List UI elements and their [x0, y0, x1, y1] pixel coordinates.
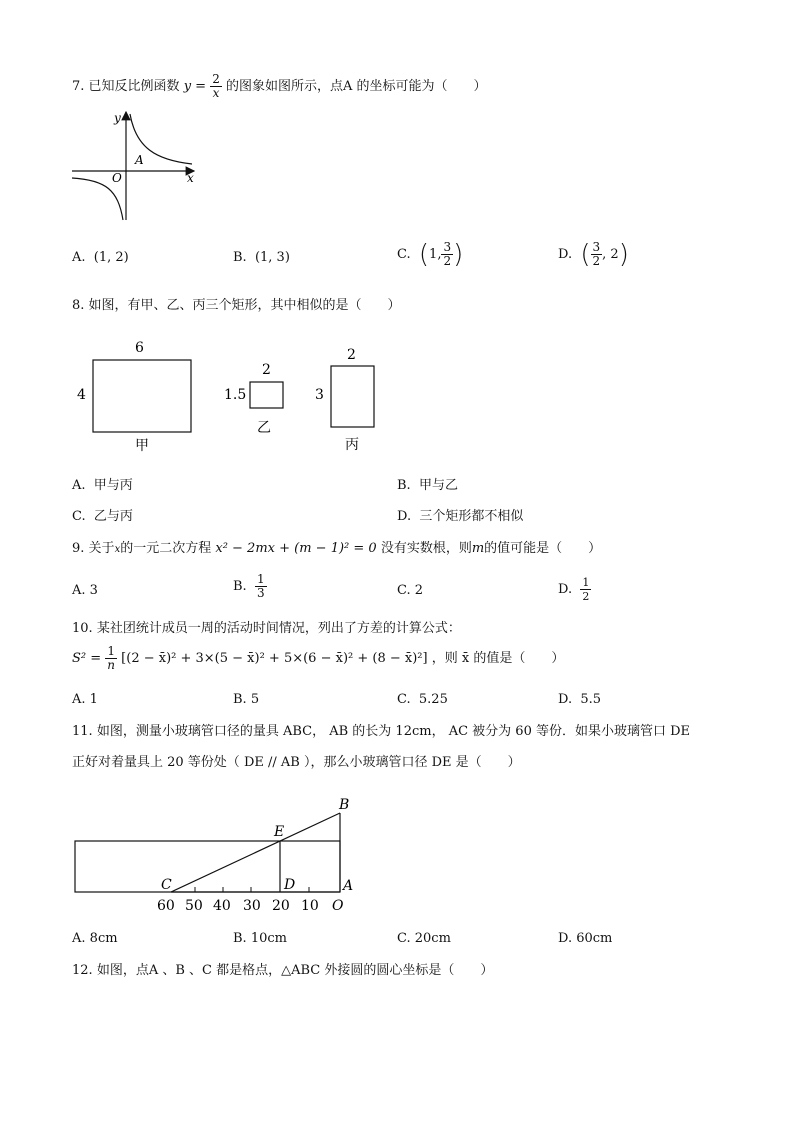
q10-option-b[interactable]: B. 5 — [233, 692, 260, 707]
rect-yi-name: 乙 — [257, 420, 271, 436]
q10-formula: S² = $\frac{1}{n}$ [(2 − x̄)² + 3×(5 − x̄)² + 5×(6 − x̄)² + (8 − x̄)²] ，则 x̄ 的值是（ ） — [72, 644, 565, 672]
q11-option-a[interactable]: A. 8cm — [72, 931, 118, 946]
q7-option-a[interactable]: A. (1, 2) — [72, 250, 129, 265]
q11-stem-line1: 11. 如图，测量小玻璃管口径的量具 ABC， AB 的长为 12cm， AC 被分为 60 等份．如果小玻璃管口 DE — [72, 724, 691, 739]
gauge-body — [75, 841, 340, 892]
q7-stem: 7. 已知反比例函数 y = $\frac{2}{x}$ 的图象如图所示，点A 的坐标可能为（ ） — [72, 72, 487, 100]
tick-label: 30 — [243, 898, 261, 914]
tick-label: 10 — [301, 898, 319, 914]
q7-option-b[interactable]: B. (1, 3) — [233, 250, 290, 265]
origin-label: O — [112, 171, 122, 185]
q8-option-a[interactable]: A. 甲与丙 — [72, 478, 133, 493]
label-c: C — [161, 877, 172, 893]
q11-stem-line2: 正好对着量具上 20 等份处（ DE // AB ），那么小玻璃管口径 DE 是（ ） — [72, 755, 521, 770]
label-o: O — [332, 898, 344, 914]
q8-option-d[interactable]: D. 三个矩形都不相似 — [397, 509, 524, 524]
rect-jia-name: 甲 — [135, 438, 149, 454]
q9-stem: 9. 关于x的一元二次方程 x² − 2mx + (m − 1)² = 0 没有实数根，则m的值可能是（ ） — [72, 541, 602, 556]
tick-label: 20 — [272, 898, 290, 914]
q10-option-c[interactable]: C. 5.25 — [397, 692, 448, 707]
rect-yi-left-label: 1.5 — [224, 387, 247, 403]
segment-cb — [171, 813, 340, 892]
q9-option-a[interactable]: A. 3 — [72, 583, 98, 598]
q11-gauge-figure — [66, 795, 366, 920]
rect-yi-top-label: 2 — [262, 362, 271, 378]
rect-bing-left-label: 3 — [315, 387, 324, 403]
point-a-label: A — [135, 153, 144, 167]
tick-label: 50 — [185, 898, 203, 914]
q10-option-a[interactable]: A. 1 — [72, 692, 98, 707]
y-label: y — [114, 111, 121, 125]
q7-fraction: $\frac{2}{x}$ — [212, 72, 220, 100]
q8-option-b[interactable]: B. 甲与乙 — [397, 478, 458, 493]
q7-option-d[interactable]: D. ( $\frac{3}{2}$ , 2) — [558, 239, 629, 270]
q10-formula-body: [(2 − x̄)² + 3×(5 − x̄)² + 5×(6 − x̄)² + (8 − x̄)²] — [121, 651, 428, 666]
rect-bing-top-label: 2 — [347, 347, 356, 363]
q7-option-c[interactable]: C. (1, $\frac{3}{2}$ ) — [397, 239, 464, 270]
tick-label: 60 — [157, 898, 175, 914]
label-a: A — [343, 878, 354, 894]
rect-bing-name: 丙 — [345, 437, 359, 453]
rect-jia-top-label: 6 — [135, 340, 144, 356]
q10-option-d[interactable]: D. 5.5 — [558, 692, 602, 707]
q9-option-b[interactable]: B. $\frac{1}{3}$ — [233, 572, 265, 600]
label-d: D — [284, 877, 296, 893]
q9-option-d[interactable]: D. $\frac{1}{2}$ — [558, 576, 590, 603]
rect-jia — [93, 360, 191, 432]
q7-hyperbola-figure — [66, 108, 206, 228]
q10-stem: 10. 某社团统计成员一周的活动时间情况，列出了方差的计算公式： — [72, 621, 461, 636]
q8-option-c[interactable]: C. 乙与丙 — [72, 509, 133, 524]
x-label: x — [187, 171, 194, 185]
q9-option-c[interactable]: C. 2 — [397, 583, 424, 598]
q11-option-d[interactable]: D. 60cm — [558, 931, 613, 946]
q11-option-c[interactable]: C. 20cm — [397, 931, 451, 946]
q8-stem: 8. 如图，有甲、乙、丙三个矩形，其中相似的是（ ） — [72, 298, 401, 313]
label-e: E — [274, 824, 285, 840]
q11-option-b[interactable]: B. 10cm — [233, 931, 287, 946]
q12-stem: 12. 如图，点A 、B 、C 都是格点，△ABC 外接圆的圆心坐标是（ ） — [72, 963, 494, 978]
q8-rectangles-figure — [70, 335, 390, 460]
label-b: B — [339, 797, 350, 813]
tick-label: 40 — [213, 898, 231, 914]
rect-bing — [331, 366, 374, 427]
rect-jia-left-label: 4 — [77, 387, 86, 403]
q9-equation: x² − 2mx + (m − 1)² = 0 — [215, 541, 377, 556]
rect-yi — [250, 382, 283, 408]
